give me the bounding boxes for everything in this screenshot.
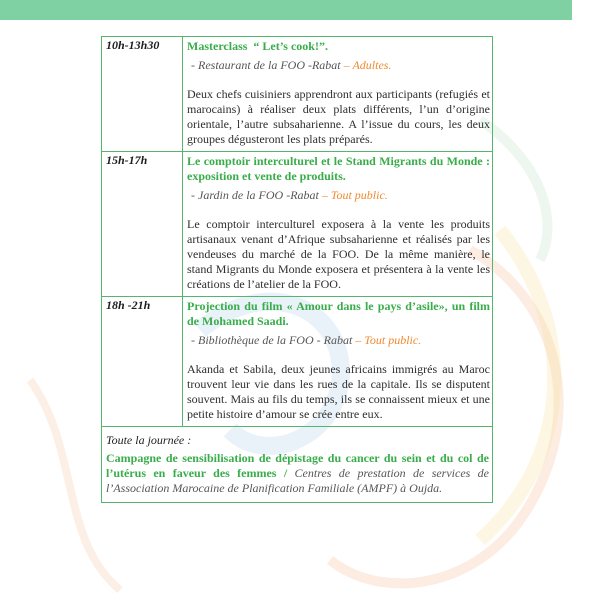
all-day-title: Campagne de sensibilisation de dépistage du cancer du sein et du col de l’utérus en faveur des femmes / [106, 451, 489, 480]
event-row [102, 297, 493, 427]
event-title: Le comptoir interculturel et le Stand Migrants du Monde : exposition et vente de produits. [187, 154, 490, 183]
event-audience: – Tout public. [355, 333, 422, 347]
event-time: 18h -21h [102, 297, 183, 427]
event-content [183, 297, 493, 427]
all-day-label: Toute la journée : [106, 433, 192, 447]
event-description: Le comptoir interculturel exposera à la vente les produits artisanaux venant d’Afrique subsaharienne et réalisés par les vendeuses du marché de la FOO. De la même manière, le stand Migrants du Monde exposera et présentera à la vente les créations de l’atelier de la FOO. [187, 217, 490, 291]
event-content [183, 37, 493, 152]
event-location: - Bibliothèque de la FOO - Rabat [191, 333, 353, 347]
event-location: - Jardin de la FOO -Rabat [191, 188, 319, 202]
all-day-content [102, 427, 493, 503]
event-title: Projection du film « Amour dans le pays d’asile», un film de Mohamed Saadi. [187, 299, 490, 328]
event-description: Deux chefs cuisiniers apprendront aux participants (refugiés et marocains) à réaliser deux plats différents, l’un d’origine orientale, l’autre subsaharienne. A l’issue du cours, les deux groupes dégusteront les plats préparés. [187, 87, 490, 146]
event-row [102, 37, 493, 152]
event-time: 15h-17h [102, 152, 183, 297]
all-day-row [102, 427, 493, 503]
event-location: - Restaurant de la FOO -Rabat [191, 58, 341, 72]
event-location-line [191, 58, 490, 73]
schedule-table [101, 36, 493, 503]
event-audience: – Adultes. [343, 58, 392, 72]
event-audience: – Tout public. [321, 188, 388, 202]
event-description: Akanda et Sabila, deux jeunes africains immigrés au Maroc trouvent leur vie dans les rues de la capitale. Ils se disputent souvent. Mais au fils du temps, ils se connaissent mieux et une petite histoire d’amour se crée entre eux. [187, 362, 490, 421]
event-content [183, 152, 493, 297]
event-time: 10h-13h30 [102, 37, 183, 152]
event-title: Masterclass “ Let’s cook!”. [187, 39, 328, 53]
event-row [102, 152, 493, 297]
event-location-line [191, 333, 490, 348]
all-day-details: Centres de prestation de services de l’Association Marocaine de Planification Familiale (AMPF) à Oujda. [106, 466, 490, 495]
all-day-text [106, 451, 489, 496]
event-location-line [191, 188, 490, 203]
